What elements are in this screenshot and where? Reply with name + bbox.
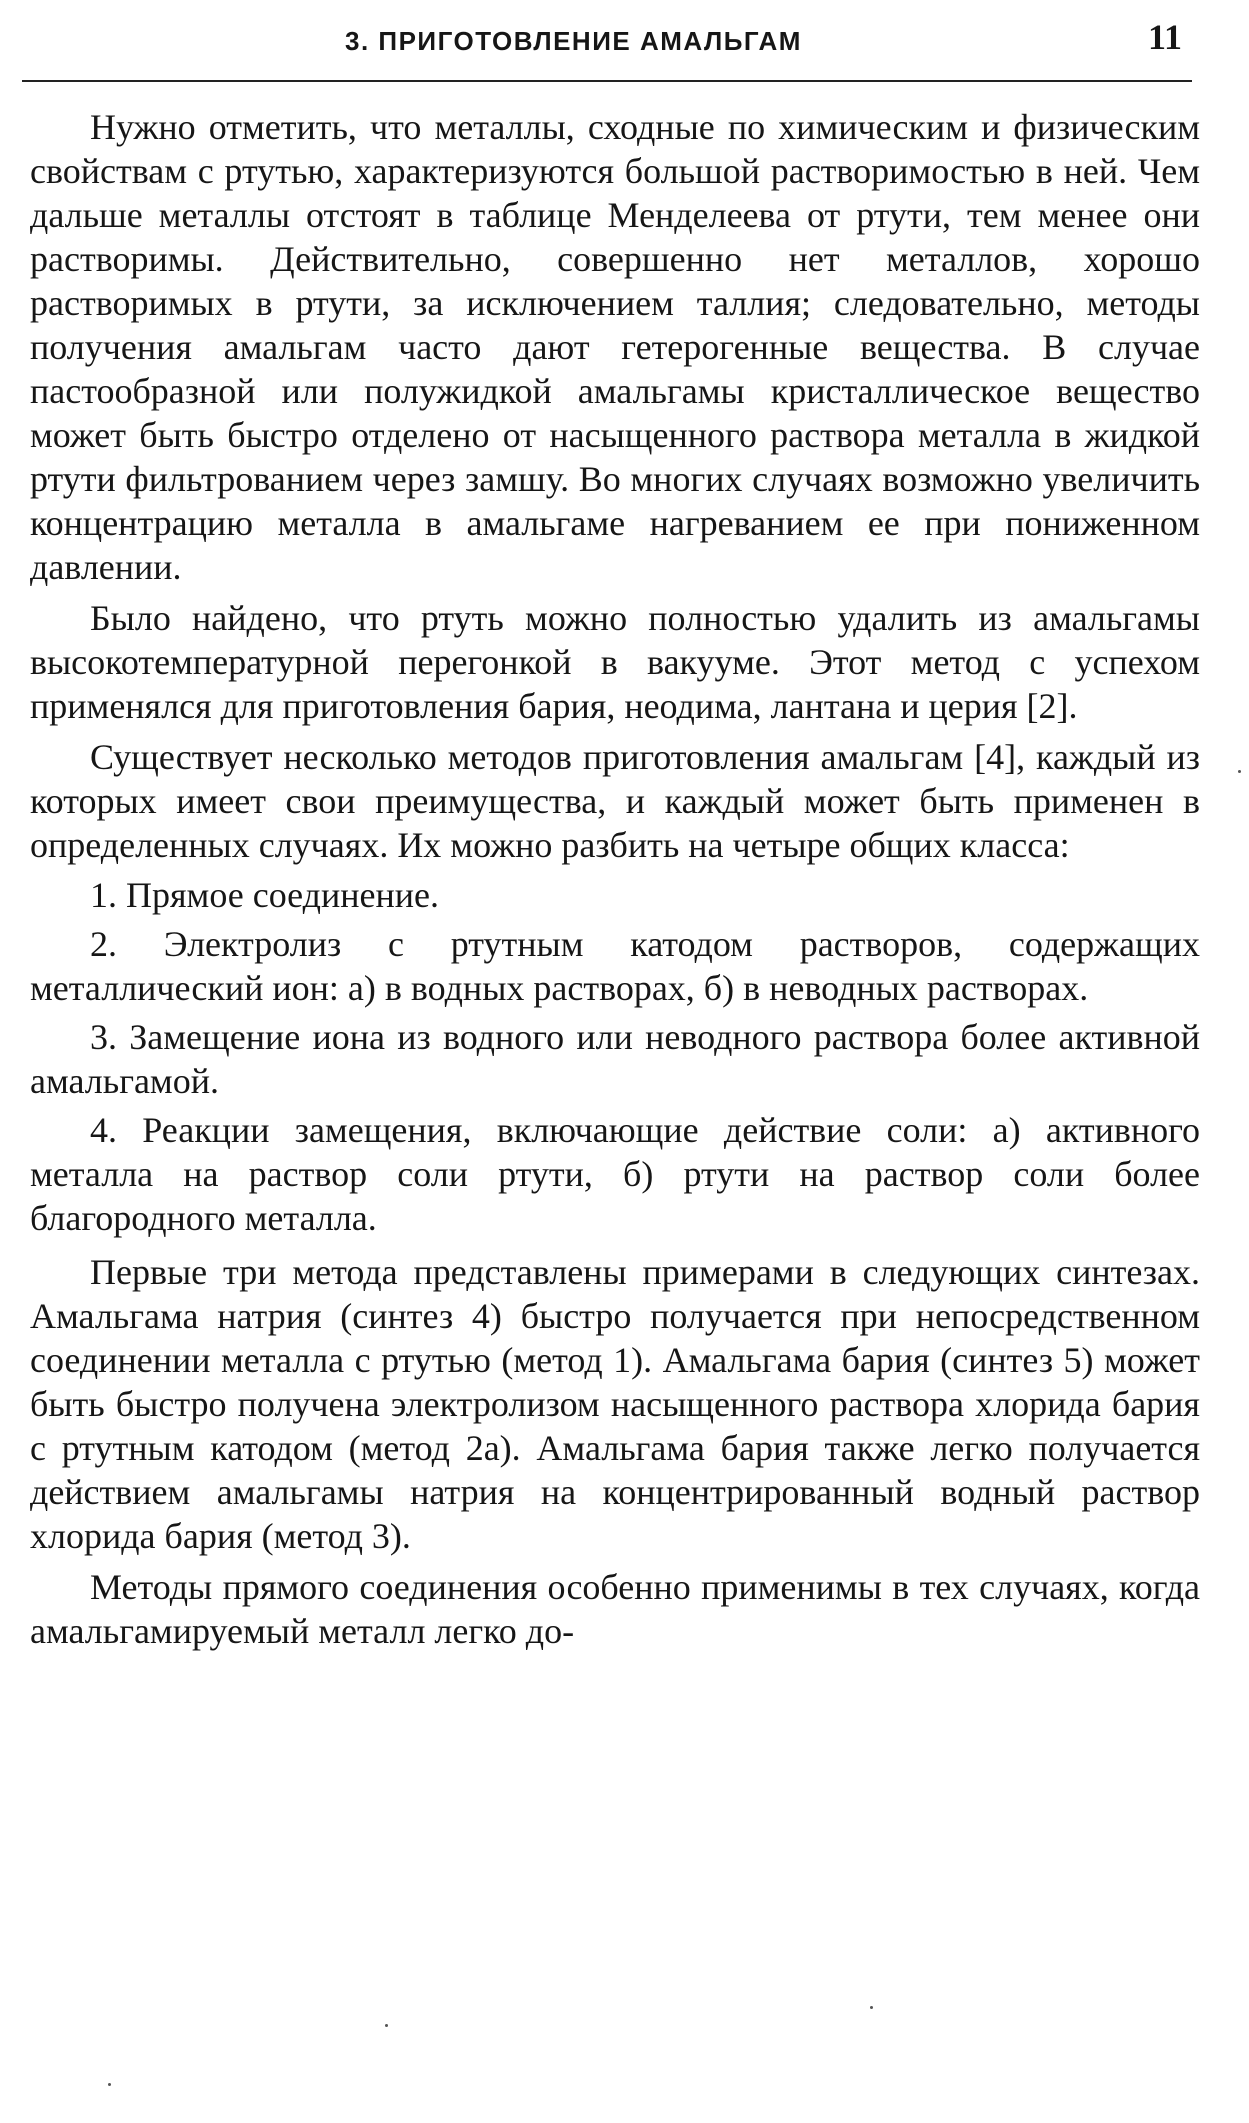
text-body: [30, 105, 1200, 1653]
method-list-item: 4. Реакции замещения, включающие действие соли: а) активного металла на раствор соли ртути, б) ртути на раствор соли более благородного металла.: [30, 1110, 1200, 1238]
method-list-item: 1. Прямое соединение.: [90, 875, 440, 915]
paragraph-method-classes: Существует несколько методов приготовления амальгам [4], каждый из которых имеет свои преимущества, и каждый может быть применен в определенных случаях. Их можно разбить на четыре общих класса:: [30, 737, 1200, 865]
paragraph-synthesis-examples: Первые три метода представлены примерами в следующих синтезах. Амальгама натрия (синтез 4) быстро получается при непосредственном соединении металла с ртутью (метод 1). Амальгама бария (синтез 5) может быть быстро получена электролизом насыщенного раствора хлорида бария с ртутным катодом (метод 2а). Амальгама бария также легко получается действием амальгамы натрия на концентрированный водный раствор хлорида бария (метод 3).: [30, 1252, 1200, 1556]
method-list-item: 3. Замещение иона из водного или неводного раствора более активной амальгамой.: [30, 1017, 1200, 1101]
method-list-item: 2. Электролиз с ртутным катодом растворов, содержащих металлический ион: а) в водных растворах, б) в неводных растворах.: [30, 924, 1200, 1008]
page-number: 11: [1147, 17, 1182, 57]
paragraph-direct-combination: Методы прямого соединения особенно применимы в тех случаях, когда амальгамируемый металл легко до-: [30, 1567, 1200, 1651]
paragraph-distillation: Было найдено, что ртуть можно полностью удалить из амальгамы высокотемпературной перегонкой в вакууме. Этот метод с успехом применялся для приготовления бария, неодима, лантана и церия [2].: [30, 598, 1200, 726]
running-header: [22, 10, 1192, 82]
scan-speck: [1238, 770, 1241, 773]
paragraph-solubility: Нужно отметить, что металлы, сходные по химическим и физическим свойствам с ртутью, характеризуются большой растворимостью в ней. Чем дальше металлы отстоят в таблице Менделеева от ртути, тем менее они растворимы. Действительно, совершенно нет металлов, хорошо растворимых в ртути, за исключением таллия; следовательно, методы получения амальгам часто дают гетерогенные вещества. В случае пастообразной или полужидкой амальгамы кристаллическое вещество может быть быстро отделено от насыщенного раствора металла в жидкой ртути фильтрованием через замшу. Во многих случаях возможно увеличить концентрацию металла в амальгаме нагреванием ее при пониженном давлении.: [30, 107, 1200, 587]
scan-speck: [870, 2006, 873, 2009]
chapter-title: 3. ПРИГОТОВЛЕНИЕ АМАЛЬГАМ: [345, 26, 802, 56]
scan-speck: [385, 2024, 388, 2027]
scan-speck: [108, 2083, 111, 2086]
